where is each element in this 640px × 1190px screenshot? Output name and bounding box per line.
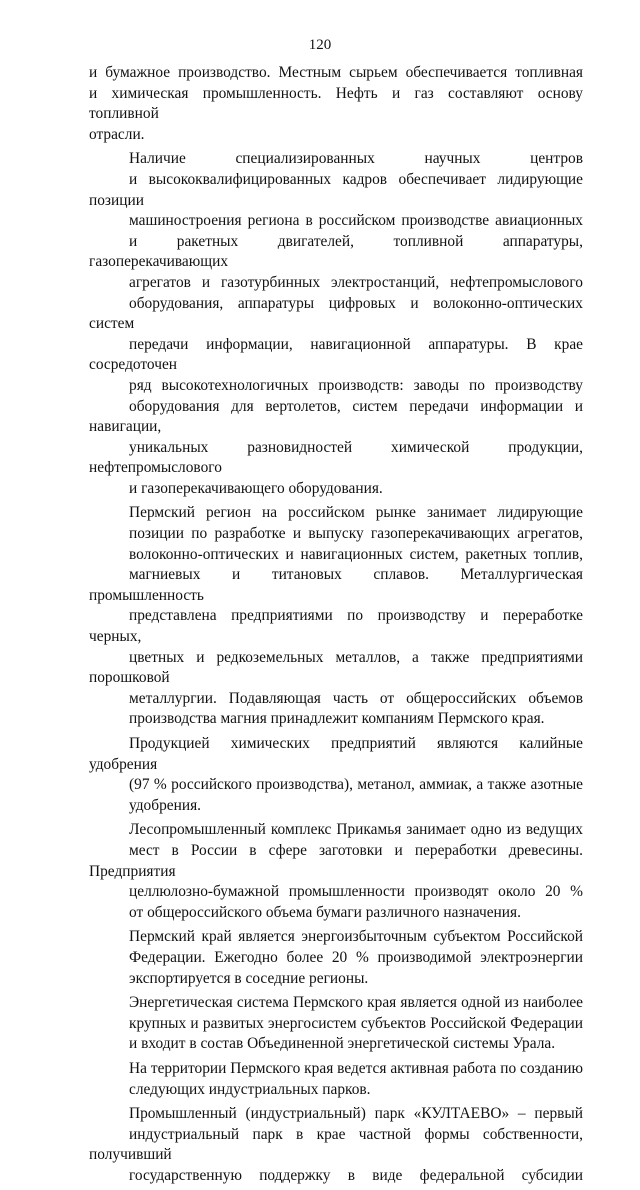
text-line: следующих индустриальных парков. bbox=[129, 1080, 371, 1098]
text-line: На территории Пермского края ведется активная работа по созданию bbox=[129, 1059, 583, 1077]
paragraph bbox=[89, 1059, 583, 1100]
text-line: государственную поддержку в виде федеральной субсидии bbox=[129, 1166, 583, 1184]
paragraph bbox=[89, 734, 583, 816]
text-line: отрасли. bbox=[89, 125, 145, 143]
text-line: оборудования для вертолетов, систем передачи информации и навигации, bbox=[89, 397, 583, 436]
paragraph bbox=[89, 149, 583, 499]
paragraph bbox=[89, 993, 583, 1055]
text-line: передачи информации, навигационной аппаратуры. В крае сосредоточен bbox=[89, 335, 583, 374]
text-line: волоконно-оптических и навигационных систем, ракетных топлив, bbox=[129, 545, 583, 563]
text-line: и химическая промышленность. Нефть и газ составляют основу топливной bbox=[89, 84, 583, 123]
text-line: и бумажное производство. Местным сырьем обеспечивается топливная bbox=[89, 64, 583, 81]
text-line: уникальных разновидностей химической продукции, нефтепромыслового bbox=[89, 438, 583, 477]
body-text bbox=[89, 63, 583, 1190]
text-line: экспортируется в соседние регионы. bbox=[129, 969, 369, 987]
text-line: металлургии. Подавляющая часть от общероссийских объемов bbox=[129, 689, 583, 707]
text-line: и ракетных двигателей, топливной аппаратуры, газоперекачивающих bbox=[89, 232, 583, 271]
text-line: Федерации. Ежегодно более 20 % производимой электроэнергии bbox=[129, 948, 583, 966]
text-line: представлена предприятиями по производству и переработке черных, bbox=[89, 607, 583, 646]
text-line: удобрения. bbox=[129, 796, 202, 814]
text-line: Наличие специализированных научных центров bbox=[129, 150, 583, 168]
text-line: агрегатов и газотурбинных электростанций, нефтепромыслового bbox=[129, 273, 583, 291]
text-line: крупных и развитых энергосистем субъектов Российской Федерации bbox=[129, 1014, 583, 1032]
text-line: Продукцией химических предприятий являются калийные удобрения bbox=[89, 735, 583, 773]
text-line: Пермский регион на российском рынке занимает лидирующие bbox=[129, 504, 583, 522]
text-line: Пермский край является энергоизбыточным субъектом Российской bbox=[129, 928, 583, 946]
text-line: и высококвалифицированных кадров обеспечивает лидирующие позиции bbox=[89, 170, 583, 209]
text-line: Промышленный (индустриальный) парк «КУЛТАЕВО» – первый bbox=[129, 1105, 583, 1123]
paragraph bbox=[89, 927, 583, 989]
text-line: Лесопромышленный комплекс Прикамья занимает одно из ведущих bbox=[129, 821, 583, 839]
text-line: машиностроения региона в российском производстве авиационных bbox=[129, 212, 583, 230]
text-line: Энергетическая система Пермского края является одной из наиболее bbox=[129, 994, 583, 1012]
page-number: 120 bbox=[308, 37, 332, 53]
paragraph bbox=[89, 1104, 583, 1186]
paragraph bbox=[89, 820, 583, 923]
text-line: мест в России в сфере заготовки и переработки древесины. Предприятия bbox=[89, 841, 583, 880]
text-line: и входит в состав Объединенной энергетической системы Урала. bbox=[129, 1035, 556, 1053]
text-line: магниевых и титановых сплавов. Металлургическая промышленность bbox=[89, 566, 583, 604]
text-line: целлюлозно-бумажной промышленности производят около 20 % bbox=[129, 883, 583, 901]
text-line: индустриальный парк в крае частной формы собственности, получивший bbox=[89, 1125, 583, 1164]
text-line: позиции по разработке и выпуску газоперекачивающих агрегатов, bbox=[129, 525, 583, 543]
paragraph bbox=[89, 503, 583, 730]
text-line: и газоперекачивающего оборудования. bbox=[129, 479, 383, 497]
paragraph bbox=[89, 63, 583, 145]
text-line: производства магния принадлежит компаниям Пермского края. bbox=[129, 710, 545, 728]
text-line: цветных и редкоземельных металлов, а также предприятиями порошковой bbox=[89, 648, 583, 687]
text-line: от общероссийского объема бумаги различного назначения. bbox=[129, 903, 521, 921]
text-line: ряд высокотехнологичных производств: заводы по производству bbox=[129, 376, 583, 394]
text-line: оборудования, аппаратуры цифровых и волоконно-оптических систем bbox=[89, 294, 583, 333]
text-line: (97 % российского производства), метанол, аммиак, а также азотные bbox=[129, 776, 583, 794]
